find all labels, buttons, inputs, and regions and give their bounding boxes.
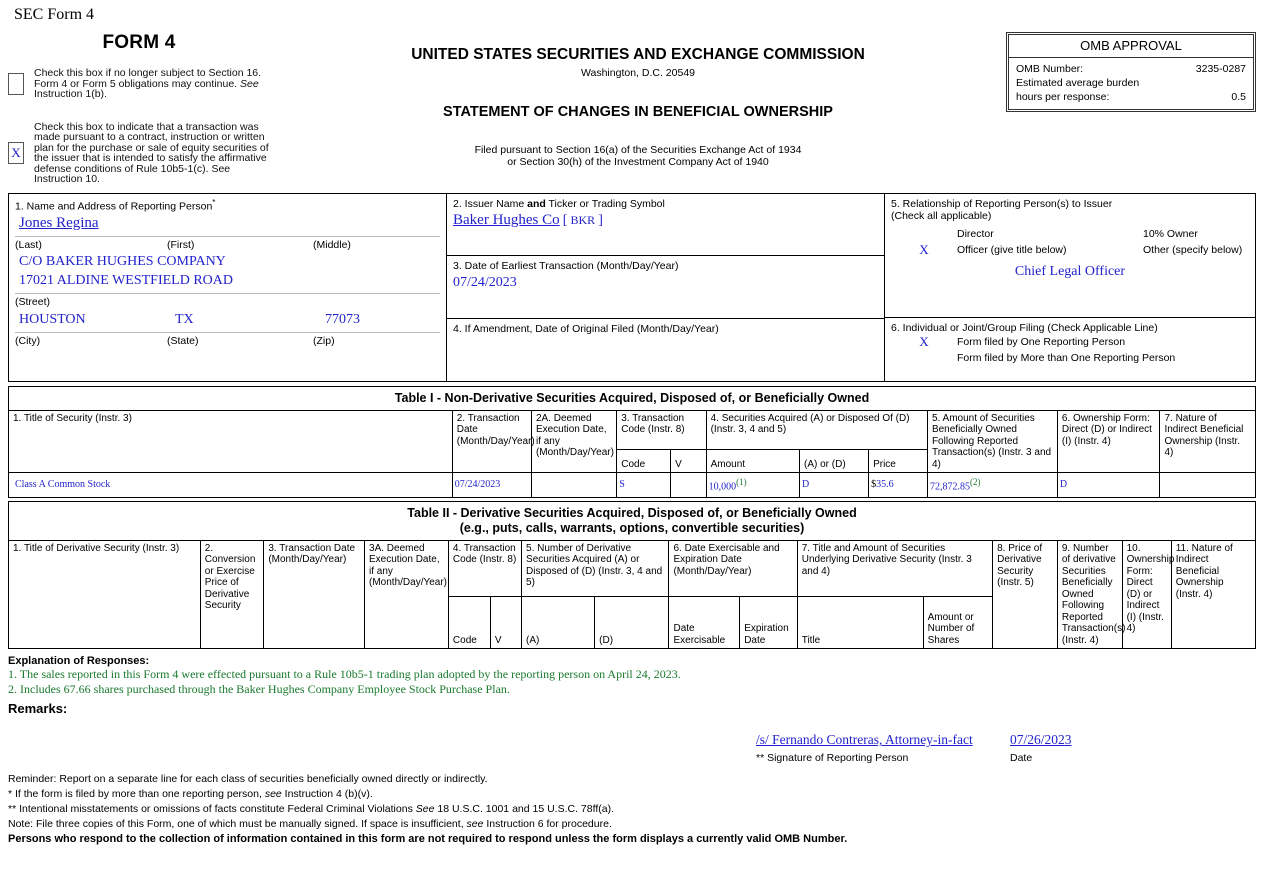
footer-note-file-copies (8, 817, 1256, 832)
omb-hours-label: hours per response: (1016, 91, 1110, 103)
th-derivative-ownership-form: 10. Ownership Form: Direct (D) or Indirect (I) (Instr. 4) (1122, 540, 1171, 649)
remarks-label: Remarks: (8, 701, 68, 717)
th-number-derivative-owned: 9. Number of derivative Securities Beneficially Owned Following Reported Transaction(s) (Instr. 4) (1057, 540, 1122, 649)
issuer-and-dates-column (447, 194, 885, 381)
footer-note-double-b: 18 U.S.C. 1001 and 15 U.S.C. 78ff(a). (434, 803, 615, 816)
box-4-value (453, 335, 878, 338)
footer-note-file-b: Instruction 6 for procedure. (483, 818, 612, 831)
explanation-heading: Explanation of Responses: (8, 655, 150, 668)
box-5-label-line-2: (Check all applicable) (891, 209, 992, 222)
signature-name-column (756, 732, 1010, 764)
box-6-filing-type (885, 318, 1255, 380)
th-amount-or-number-of-shares: Amount or Number of Shares (923, 597, 993, 649)
officer-title-value: Chief Legal Officer (1014, 263, 1126, 279)
th-derivative-deemed-execution-date: 3A. Deemed Execution Date, if any (Month/Day/Year) (365, 540, 449, 649)
th-derivative-a: (A) (522, 597, 595, 649)
th-price-of-derivative-security: 8. Price of Derivative Security (Instr. 5) (993, 540, 1058, 649)
th-amount: Amount (706, 449, 799, 472)
th-title-of-security: 1. Title of Security (Instr. 3) (9, 410, 453, 473)
th-conversion-or-exercise-price: 2. Conversion or Exercise Price of Derivative Security (200, 540, 264, 649)
box-3-earliest-transaction-date (447, 256, 884, 319)
box-1-label-asterisk: * (212, 197, 216, 207)
th-v: V (671, 449, 707, 472)
box-1-content (9, 194, 446, 351)
box-1-name-address (9, 194, 447, 381)
filed-pursuant-note (270, 144, 1006, 168)
th-securities-acquired-disposed: 4. Securities Acquired (A) or Disposed Of (D) (Instr. 3, 4 and 5) (706, 410, 927, 449)
director-label: Director (957, 227, 994, 240)
label-state: (State) (167, 335, 199, 347)
th-derivative-nature-indirect: 11. Nature of Indirect Beneficial Ownership (Instr. 4) (1171, 540, 1255, 649)
box-2-label (453, 198, 878, 210)
checkbox-row-rule-10b5-1[interactable] (8, 122, 270, 185)
reporting-person-name[interactable]: Jones Regina (19, 215, 99, 231)
city-state-zip-labels (15, 333, 440, 347)
statement-title: STATEMENT OF CHANGES IN BENEFICIAL OWNERSHIP (443, 104, 833, 120)
cell-amount-owned-footnote[interactable]: (2) (969, 477, 981, 487)
footer-reminder: Reminder: Report on a separate line for each class of securities beneficially owned directly or indirectly. (8, 773, 488, 786)
relationship-row-director[interactable] (891, 226, 1249, 242)
table-2-header-row-1 (9, 540, 1256, 597)
th-price: Price (869, 449, 928, 472)
omb-hours-row (1016, 90, 1246, 104)
box-3-content (447, 256, 884, 294)
table-row (9, 473, 1256, 498)
checkbox-no-longer-subject[interactable] (8, 73, 24, 95)
th-derivative-transaction-code: 4. Transaction Code (Instr. 8) (448, 540, 521, 597)
checkbox-text-italic: See (240, 77, 259, 90)
form-header (0, 24, 1264, 185)
label-first: (First) (167, 239, 195, 251)
agency-location: Washington, D.C. 20549 (580, 67, 695, 79)
more-than-one-person-checkmark[interactable] (891, 350, 957, 366)
box-2-content (447, 194, 884, 232)
street-label-row (15, 294, 440, 308)
table-1-title-row (9, 386, 1256, 410)
footer-persons-respond-note: Persons who respond to the collection of information contained in this form are not required to respond unless the form displays a currently valid OMB Number. (8, 833, 848, 846)
box-2-label-b: Ticker or Trading Symbol (545, 197, 665, 210)
signature-date-caption: Date (1010, 752, 1033, 765)
more-than-one-person-label: Form filed by More than One Reporting Person (957, 351, 1176, 364)
box-4-label: 4. If Amendment, Date of Original Filed (Month/Day/Year) (453, 322, 719, 335)
th-derivative-d: (D) (595, 597, 669, 649)
ten-percent-owner-label: 10% Owner (1143, 227, 1198, 240)
header-center-column (270, 24, 1006, 168)
cell-title-of-security: Class A Common Stock (9, 473, 453, 498)
signature-value: /s/ Fernando Contreras, Attorney-in-fact (756, 732, 973, 748)
th-title-of-derivative-security: 1. Title of Derivative Security (Instr. 3) (9, 540, 201, 649)
explanation-of-responses (8, 655, 1256, 716)
cell-price-value: 35.6 (876, 479, 894, 491)
director-checkmark[interactable] (891, 226, 957, 242)
footer-note-double-a: ** Intentional misstatements or omissions of facts constitute Federal Criminal Violations (8, 803, 416, 816)
signature-date-value: 07/26/2023 (1010, 732, 1072, 748)
th-underlying-title: Title (797, 597, 923, 649)
agency-title: UNITED STATES SECURITIES AND EXCHANGE COMMISSION (411, 46, 865, 63)
issuer-row (453, 210, 878, 229)
footer-note-asterisk-a: * If the form is filed by more than one reporting person, (8, 788, 265, 801)
th-derivative-transaction-date: 3. Transaction Date (Month/Day/Year) (264, 540, 365, 649)
city-value: HOUSTON (19, 312, 86, 327)
label-city: (City) (15, 335, 41, 347)
relationship-row-officer[interactable] (891, 242, 1249, 258)
sec-form-label: SEC Form 4 (14, 6, 95, 23)
cell-v (671, 473, 707, 498)
issuer-ticker: BKR (570, 212, 596, 227)
omb-hours-value: 0.5 (1231, 91, 1246, 103)
cell-nature-indirect (1160, 473, 1256, 498)
table-1-header-row-1 (9, 410, 1256, 449)
footer-note-file-italic: see (466, 818, 484, 831)
officer-checkmark[interactable]: X (919, 241, 929, 257)
cell-amount-footnote[interactable]: (1) (736, 477, 747, 487)
box-1-label-text: 1. Name and Address of Reporting Person (15, 200, 213, 212)
footer-note-double-asterisk (8, 802, 1256, 817)
box-2-label-a: 2. Issuer Name (453, 197, 528, 210)
relationship-column (885, 194, 1255, 381)
omb-approval-title: OMB APPROVAL (1008, 34, 1254, 58)
table-2-title (9, 501, 1256, 540)
zip-value: 77073 (325, 312, 360, 327)
ticker-bracket-open: [ (562, 212, 568, 228)
th-deemed-execution-date: 2A. Deemed Execution Date, if any (Month/Day/Year) (531, 410, 616, 473)
label-last: (Last) (15, 239, 42, 251)
state-value: TX (175, 312, 194, 327)
omb-burden-row (1016, 76, 1246, 90)
explanation-item-1: 1. The sales reported in this Form 4 were effected pursuant to a Rule 10b5-1 trading plan adopted by the reporting person on April 24, 2023. (8, 667, 681, 682)
cell-amount-value: 10,000 (708, 481, 737, 493)
cell-amount-owned (927, 473, 1057, 498)
label-street: (Street) (15, 296, 51, 308)
city-state-zip-values (15, 308, 440, 328)
checkbox-rule-10b5-1-label: Check this box to indicate that a transaction was made pursuant to a contract, instruction or written plan for the purchase or sale of equity securities of the issuer that is intended to satisfy the affirmative defense conditions of Rule 10b5-1(c). See Instruction 10. (34, 120, 269, 185)
cell-transaction-code: S (617, 473, 671, 498)
checkbox-text-a: Check this box if no longer subject to Section 16. Form 4 or Form 5 obligations may continue. (34, 67, 262, 90)
ticker-bracket-close: ] (598, 212, 603, 228)
filed-line-2: or Section 30(h) of the Investment Company Act of 1940 (507, 156, 769, 168)
footer-note-asterisk-b: Instruction 4 (b)(v). (281, 788, 373, 801)
one-reporting-person-checkmark[interactable]: X (919, 333, 929, 349)
header-right-column (1006, 24, 1256, 112)
th-expiration-date: Expiration Date (740, 597, 798, 649)
box-1-label (15, 198, 440, 213)
signature-block (8, 732, 1256, 764)
omb-number-label: OMB Number: (1016, 63, 1084, 75)
filing-row-more-than-one[interactable] (891, 350, 1249, 366)
cell-transaction-date: 07/24/2023 (452, 473, 531, 498)
cell-ownership-form: D (1057, 473, 1160, 498)
th-nature-indirect-ownership: 7. Nature of Indirect Beneficial Ownership (Instr. 4) (1160, 410, 1256, 473)
th-underlying-securities: 7. Title and Amount of Securities Underlying Derivative Security (Instr. 3 and 4) (797, 540, 992, 597)
signature-caption: ** Signature of Reporting Person (756, 752, 909, 765)
footer-note-double-italic: See (415, 803, 435, 816)
signature-left-spacer (8, 732, 756, 764)
officer-label: Officer (give title below) (957, 243, 1067, 256)
label-middle: (Middle) (313, 239, 351, 251)
box-4-content (447, 319, 884, 341)
omb-number-row (1016, 62, 1246, 76)
box-5-relationship (885, 194, 1255, 318)
th-transaction-date: 2. Transaction Date (Month/Day/Year) (452, 410, 531, 473)
box-2-issuer (447, 194, 884, 256)
other-label: Other (specify below) (1143, 243, 1243, 256)
checkbox-no-longer-subject-label (34, 68, 270, 100)
name-parts-labels (15, 237, 440, 251)
th-transaction-code: 3. Transaction Code (Instr. 8) (617, 410, 706, 449)
box-3-label: 3. Date of Earliest Transaction (Month/Day/Year) (453, 259, 679, 272)
th-code: Code (617, 449, 671, 472)
one-reporting-person-label: Form filed by One Reporting Person (957, 335, 1126, 348)
th-ownership-form: 6. Ownership Form: Direct (D) or Indirect (I) (Instr. 4) (1057, 410, 1160, 473)
omb-approval-box (1006, 32, 1256, 112)
issuer-name-link[interactable]: Baker Hughes Co (453, 211, 560, 228)
th-derivative-code: Code (448, 597, 490, 649)
cell-deemed-execution-date (531, 473, 616, 498)
footer-note-asterisk (8, 787, 1256, 802)
cell-price-currency-symbol: $ (871, 479, 877, 491)
cell-price (869, 473, 928, 498)
th-date-exercisable: Date Exercisable (669, 597, 740, 649)
street-line-1: C/O BAKER HUGHES COMPANY (19, 254, 226, 269)
box-2-label-bold: and (527, 197, 546, 210)
th-derivative-v: V (490, 597, 521, 649)
box-5-label-line-1: 5. Relationship of Reporting Person(s) to Issuer (891, 197, 1113, 210)
footer-note-asterisk-italic: see (264, 788, 282, 801)
table-2-title-line-2: (e.g., puts, calls, warrants, options, convertible securities) (459, 520, 805, 535)
form-number-title: FORM 4 (102, 32, 176, 53)
filed-line-1: Filed pursuant to Section 16(a) of the Securities Exchange Act of 1934 (474, 144, 802, 156)
checkbox-row-no-longer-subject[interactable] (8, 68, 270, 100)
explanation-item-2: 2. Includes 67.66 shares purchased through the Baker Hughes Company Employee Stock Purchase Plan. (8, 682, 510, 697)
form-footer-notes (8, 772, 1256, 847)
box-6-content (885, 318, 1255, 369)
omb-burden-label: Estimated average burden (1016, 77, 1140, 89)
table-2-derivative (8, 501, 1256, 650)
street-line-2: 17021 ALDINE WESTFIELD ROAD (19, 273, 234, 288)
table-2-title-row (9, 501, 1256, 540)
cell-amount (706, 473, 799, 498)
box-6-label: 6. Individual or Joint/Group Filing (Check Applicable Line) (891, 321, 1158, 334)
footer-note-file-a: Note: File three copies of this Form, one of which must be manually signed. If space is insufficient, (8, 818, 467, 831)
checkbox-text-b: Instruction 1(b). (34, 88, 107, 100)
table-1-title: Table I - Non-Derivative Securities Acquired, Disposed of, or Beneficially Owned (9, 386, 1256, 410)
cell-amount-owned-value: 72,872.85 (929, 481, 970, 493)
signature-date-column (1010, 732, 1256, 764)
identity-grid (8, 193, 1256, 382)
omb-approval-body (1008, 58, 1254, 110)
box-4-amendment-date (447, 319, 884, 381)
omb-number-value: 3235-0287 (1195, 63, 1246, 75)
filing-row-one-person[interactable] (891, 334, 1249, 350)
cell-acquired-or-disposed: D (800, 473, 869, 498)
th-amount-beneficially-owned: 5. Amount of Securities Beneficially Owned Following Reported Transaction(s) (Instr. 3 and 4) (927, 410, 1057, 473)
th-date-exercisable-expiration: 6. Date Exercisable and Expiration Date (Month/Day/Year) (669, 540, 797, 597)
checkbox-rule-10b5-1[interactable]: X (8, 142, 24, 164)
box-5-content (885, 194, 1255, 283)
table-2-title-line-1: Table II - Derivative Securities Acquired, Disposed of, or Beneficially Owned (407, 505, 857, 520)
table-1-non-derivative (8, 386, 1256, 498)
header-left-column (8, 24, 270, 185)
box-3-value: 07/24/2023 (453, 274, 517, 290)
label-zip: (Zip) (313, 335, 335, 347)
th-number-of-derivative-securities: 5. Number of Derivative Securities Acquired (A) or Disposed of (D) (Instr. 3, 4 and 5) (522, 540, 669, 597)
th-a-or-d: (A) or (D) (800, 449, 869, 472)
